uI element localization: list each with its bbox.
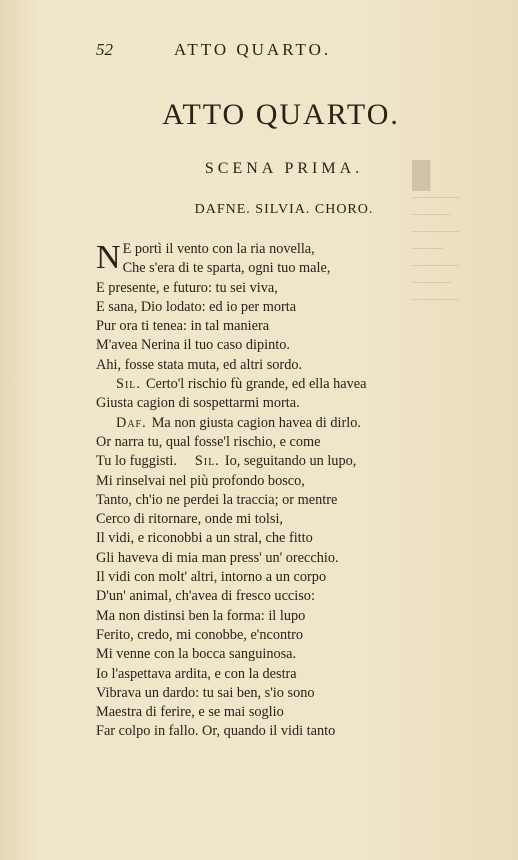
verse-text: Il vidi, e riconobbi a un stral, che fitto xyxy=(96,530,313,547)
verse-text: Ma non giusta cagion havea di dirlo. xyxy=(151,414,361,431)
verse-text: E sana, Dio lodato: ed io per morta xyxy=(96,298,297,315)
scene-title: SCENA PRIMA. xyxy=(204,160,364,177)
verse-text: Tanto, ch'io ne perdei la traccia; or mentre xyxy=(96,491,338,508)
speaker-name: Daf. xyxy=(116,414,147,431)
verse-line xyxy=(96,722,476,741)
bleed-glyph: ────── xyxy=(412,192,459,204)
verse-line xyxy=(96,452,476,471)
verse-line xyxy=(96,626,476,645)
verse-text: E presente, e futuro: tu sei viva, xyxy=(96,279,278,296)
verse-line xyxy=(96,259,476,278)
verse-line xyxy=(96,549,476,568)
verse-text: Pur ora ti tenea: in tal maniera xyxy=(96,318,270,335)
verse-text: M'avea Nerina il tuo caso dipinto. xyxy=(96,337,290,354)
verse-text: Mi venne con la bocca sanguinosa. xyxy=(96,646,297,663)
character-list: DAFNE. SILVIA. CHORO. xyxy=(194,202,374,217)
verse-text: Certo'l rischio fù grande, ed ella havea xyxy=(145,376,367,393)
verse-text: Ma non distinsi ben la forma: il lupo xyxy=(96,607,306,624)
bleed-glyph: ──── xyxy=(412,243,444,255)
verse-line xyxy=(96,414,476,433)
verse-line xyxy=(96,684,476,703)
verse-text: Ahi, fosse stata muta, ed altri sordo. xyxy=(96,356,303,373)
bleed-glyph: ───── xyxy=(412,209,451,221)
verse-text: D'un' animal, ch'avea di fresco ucciso: xyxy=(96,588,315,605)
verse-text: Gli haveva di mia man press' un' orecchio. xyxy=(96,549,339,566)
speaker-name: Sil. xyxy=(116,376,141,393)
drop-cap: N xyxy=(96,239,121,276)
act-title: ATTO QUARTO. xyxy=(162,98,400,131)
verse-text: Or narra tu, qual fosse'l rischio, e come xyxy=(96,433,321,450)
verse-text: Vibrava un dardo: tu sai ben, s'io sono xyxy=(96,684,315,701)
running-head xyxy=(96,40,396,62)
verse-line xyxy=(96,472,476,491)
verse-line xyxy=(96,510,476,529)
running-title: ATTO QUARTO. xyxy=(174,40,332,59)
verse-line xyxy=(96,607,476,626)
verse-line xyxy=(96,703,476,722)
bleed-glyph: █ xyxy=(412,160,431,189)
verse-text: Mi rinselvai nel più profondo bosco, xyxy=(96,472,305,489)
verse-line xyxy=(96,356,476,375)
speaker-name: Sil. xyxy=(194,453,220,470)
verse-line xyxy=(96,529,476,548)
bleed-glyph: ───── xyxy=(412,277,451,289)
verse-line xyxy=(96,587,476,606)
page-number: 52 xyxy=(96,40,113,59)
verse-line xyxy=(96,394,476,413)
verse-line xyxy=(96,433,476,452)
bleed-glyph: ────── xyxy=(412,294,459,306)
verse-block xyxy=(96,240,476,742)
verse-line xyxy=(96,568,476,587)
bleed-glyph: ────── xyxy=(412,226,459,238)
verse-line xyxy=(96,665,476,684)
verse-text: Maestra di ferire, e se mai soglio xyxy=(96,704,284,721)
verse-line xyxy=(96,645,476,664)
verse-line xyxy=(96,298,476,317)
verse-line xyxy=(96,375,476,394)
verse-line xyxy=(96,336,476,355)
bleed-glyph: ────── xyxy=(412,260,459,272)
verse-text: Che s'era di te sparta, ogni tuo male, xyxy=(122,260,331,277)
verse-text: Io l'aspettava ardita, e con la destra xyxy=(96,665,297,682)
verse-text: Tu lo fuggisti. xyxy=(96,453,177,470)
verse-line xyxy=(96,279,476,298)
verse-text: Io, seguitando un lupo, xyxy=(224,453,357,470)
verse-text: Il vidi con molt' altri, intorno a un corpo xyxy=(96,569,327,586)
verse-text: Ferito, credo, mi conobbe, e'ncontro xyxy=(96,626,304,643)
verse-line xyxy=(96,491,476,510)
verse-line xyxy=(96,317,476,336)
verse-text: Far colpo in fallo. Or, quando il vidi tanto xyxy=(96,723,336,740)
verse-text: Cerco di ritornare, onde mi tolsi, xyxy=(96,511,284,528)
verse-text: Giusta cagion di sospettarmi morta. xyxy=(96,395,300,412)
verse-text: E portì il vento con la ria novella, xyxy=(122,241,315,257)
